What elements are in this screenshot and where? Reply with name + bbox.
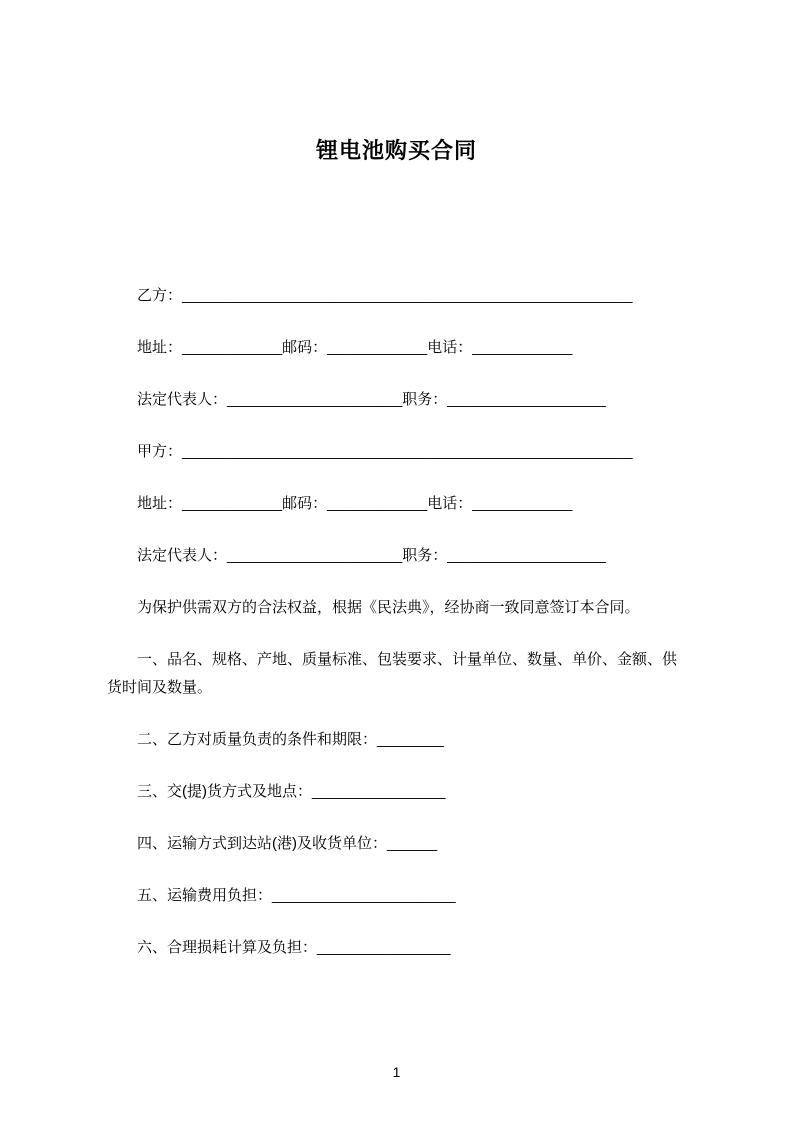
paragraph-preamble: 为保护供需双方的合法权益，根据《民法典》，经协商一致同意签订本合同。 [137,599,640,616]
line-party-a: 甲方：______________________________________________________ [137,443,633,460]
line-party-a-legal-rep: 法定代表人：_____________________职务：___________________ [137,547,606,564]
clause-4: 四、运输方式到达站(港)及收货单位：______ [137,835,438,852]
line-party-a-address: 地址：____________邮码：____________电话：____________ [137,495,573,512]
clause-3: 三、交(提)货方式及地点：________________ [137,783,446,800]
clause-1: 一、品名、规格、产地、质量标准、包装要求、计量单位、数量、单价、金额、供货时间及数量。 [107,651,678,696]
line-party-b-address: 地址：____________邮码：____________电话：____________ [137,339,573,356]
clause-6: 六、合理损耗计算及负担：________________ [137,939,451,956]
clause-2: 二、乙方对质量负责的条件和期限：________ [137,731,444,748]
clause-5: 五、运输费用负担：______________________ [137,887,456,904]
line-party-b: 乙方：______________________________________________________ [137,287,633,304]
document-title: 锂电池购买合同 [315,138,477,163]
line-party-b-legal-rep: 法定代表人：_____________________职务：___________________ [137,391,606,408]
page-number: 1 [392,1064,401,1080]
